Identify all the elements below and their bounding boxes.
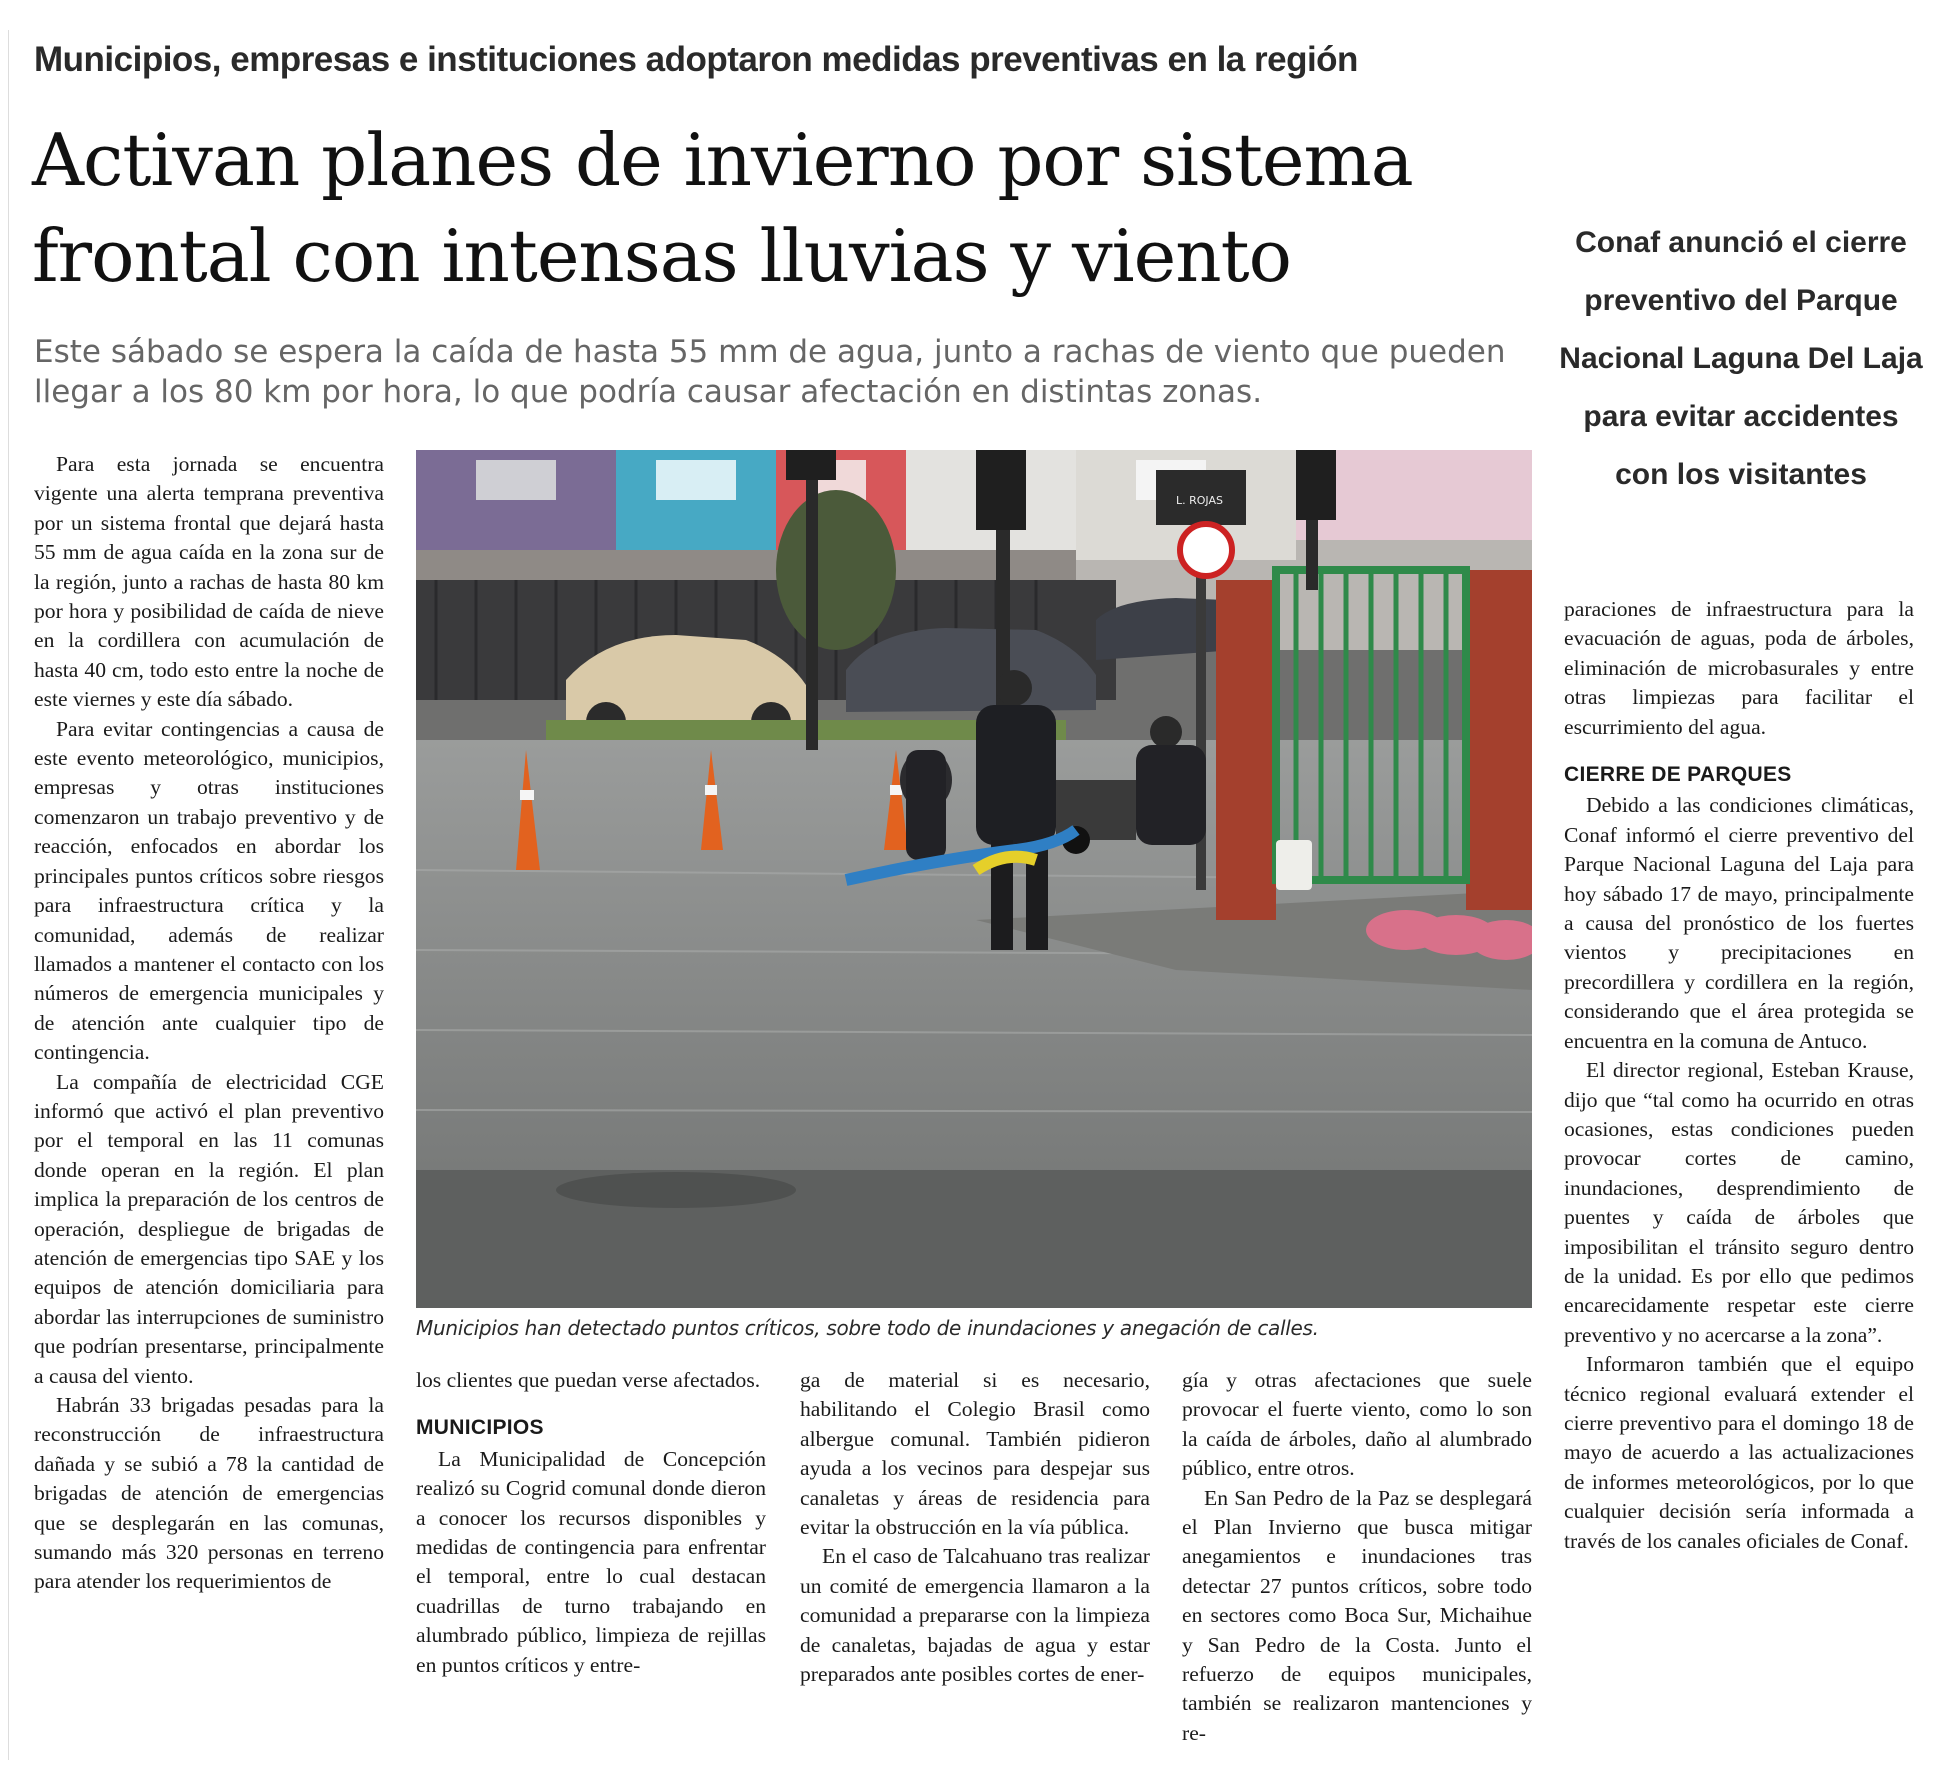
paragraph: paraciones de infraestructura para la evacuación de aguas, poda de árboles, eliminación de microbasurales y entre otras limpiezas para facilitar el escurrimiento del agua. [1564, 597, 1914, 739]
paragraph: La compañía de electricidad CGE informó que activó el plan preventivo por el temporal en las 11 comunas donde operan en la región. El plan implica la preparación de los centros de operación, despliegue de brigadas de atención de emergencias tipo SAE y los equipos de atención domiciliaria para abordar las interrupciones de suministro que podrían presentarse, principalmente a causa del viento. [34, 1069, 384, 1388]
paragraph: gía y otras afectaciones que suele provocar el fuerte viento, como lo son la caída de árboles, daño al alumbrado público, entre otros. [1182, 1368, 1532, 1481]
sidebar-pull-quote: Conaf anunció el cierre preventivo del Parque Nacional Laguna Del Laja para evitar accidentes con los visitantes [1559, 226, 1923, 491]
paragraph: Habrán 33 brigadas pesadas para la reconstrucción de infraestructura dañada y se subió a 78 la cantidad de brigadas de atención de emergencias que se desplegarán en las comunas, sumando más 320 personas en terreno para atender los requerimientos de [34, 1393, 384, 1594]
page-edge-rule [8, 30, 9, 1760]
paragraph: En el caso de Talcahuano tras realizar un comité de emergencia llamaron a la comunidad a prepararse con la limpieza de canaletas, bajadas de agua y estar preparados ante posibles cortes de ener- [800, 1544, 1150, 1687]
body-column-2 [416, 1366, 766, 1680]
paragraph: ga de material si es necesario, habilitando el Colegio Brasil como albergue comunal. También pidieron ayuda a los vecinos para despejar sus canaletas y áreas de residencia para evitar la obstrucción en la vía pública. [800, 1368, 1150, 1540]
paragraph: Para esta jornada se encuentra vigente una alerta temprana preventiva por un sistema frontal que dejará hasta 55 mm de agua caída en la zona sur de la región, junto a rachas de hasta 80 km por hora y posibilidad de caída de nieve en la cordillera con acumulación de hasta 40 cm, todo esto entre la noche de este viernes y este día sábado. [34, 452, 384, 712]
paragraph: La Municipalidad de Concepción realizó su Cogrid comunal donde dieron a conocer los recursos disponibles y medidas de contingencia para enfrentar el temporal, entre lo cual destacan cuadrillas de turno trabajando en alumbrado público, limpieza de rejillas en puntos críticos y entre- [416, 1446, 766, 1677]
article-photo-flooded-street [416, 450, 1532, 1308]
street-sign-text: L. ROJAS [1176, 494, 1223, 507]
paragraph: En San Pedro de la Paz se desplegará el Plan Invierno que busca mitigar anegamientos e inundaciones tras detectar 27 puntos críticos, sobre todo en sectores como Boca Sur, Michaihue y San Pedro de la Costa. Junto el refuerzo de equipos municipales, también se realizaron mantenciones y re- [1182, 1485, 1532, 1745]
body-column-4 [1182, 1366, 1532, 1748]
section-heading-municipios: MUNICIPIOS [416, 1416, 544, 1440]
photo-caption: Municipios han detectado puntos críticos, sobre todo de inundaciones y anegación de calles. [416, 1316, 1319, 1340]
paragraph: Debido a las condiciones climáticas, Conaf informó el cierre preventivo del Parque Nacional Laguna del Laja para hoy sábado 17 de mayo, principalmente a causa del pronóstico de los fuertes vientos y precipitaciones en precordillera y cordillera en la región, considerando que el área protegida se encuentra en la comuna de Antuco. [1564, 793, 1914, 1053]
article-dek: Este sábado se espera la caída de hasta 55 mm de agua, junto a rachas de viento que pueden llegar a los 80 km por hora, lo que podría causar afectación en distintas zonas. [34, 334, 1506, 410]
section-heading-cierre-de-parques: CIERRE DE PARQUES [1564, 763, 1792, 787]
paragraph: Informaron también que el equipo técnico regional evaluará extender el cierre preventivo para el domingo 18 de mayo de acuerdo a las actualizaciones de informes meteorológicos, por lo que cualquier decisión sería informada a través de los canales oficiales de Conaf. [1564, 1352, 1914, 1553]
body-column-3 [800, 1366, 1150, 1689]
article-headline: Activan planes de invierno por sistema frontal con intensas lluvias y viento [32, 118, 1413, 298]
paragraph: El director regional, Esteban Krause, dijo que “tal como ha ocurrido en otras ocasiones, estas condiciones pueden provocar cortes de camino, inundaciones, desprendimiento de puentes y caída de árboles que imposibilitan el tránsito seguro dentro de la unidad. Es por ello que pedimos encarecidamente respetar este cierre preventivo y no acercarse a la zona”. [1564, 1058, 1914, 1347]
paragraph: Para evitar contingencias a causa de este evento meteorológico, municipios, empresas y otras instituciones comenzaron un trabajo preventivo y de reacción, enfocados en abordar los principales puntos críticos sobre riesgos para infraestructura crítica y la comunidad, además de realizar llamados a mantener el contacto con los números de emergencia municipales y de atención ante cualquier tipo de contingencia. [34, 716, 384, 1065]
body-column-5 [1564, 595, 1914, 1556]
article-kicker: Municipios, empresas e instituciones adoptaron medidas preventivas en la región [34, 40, 1358, 79]
paragraph: los clientes que puedan verse afectados. [416, 1368, 761, 1392]
body-column-1 [34, 450, 384, 1597]
